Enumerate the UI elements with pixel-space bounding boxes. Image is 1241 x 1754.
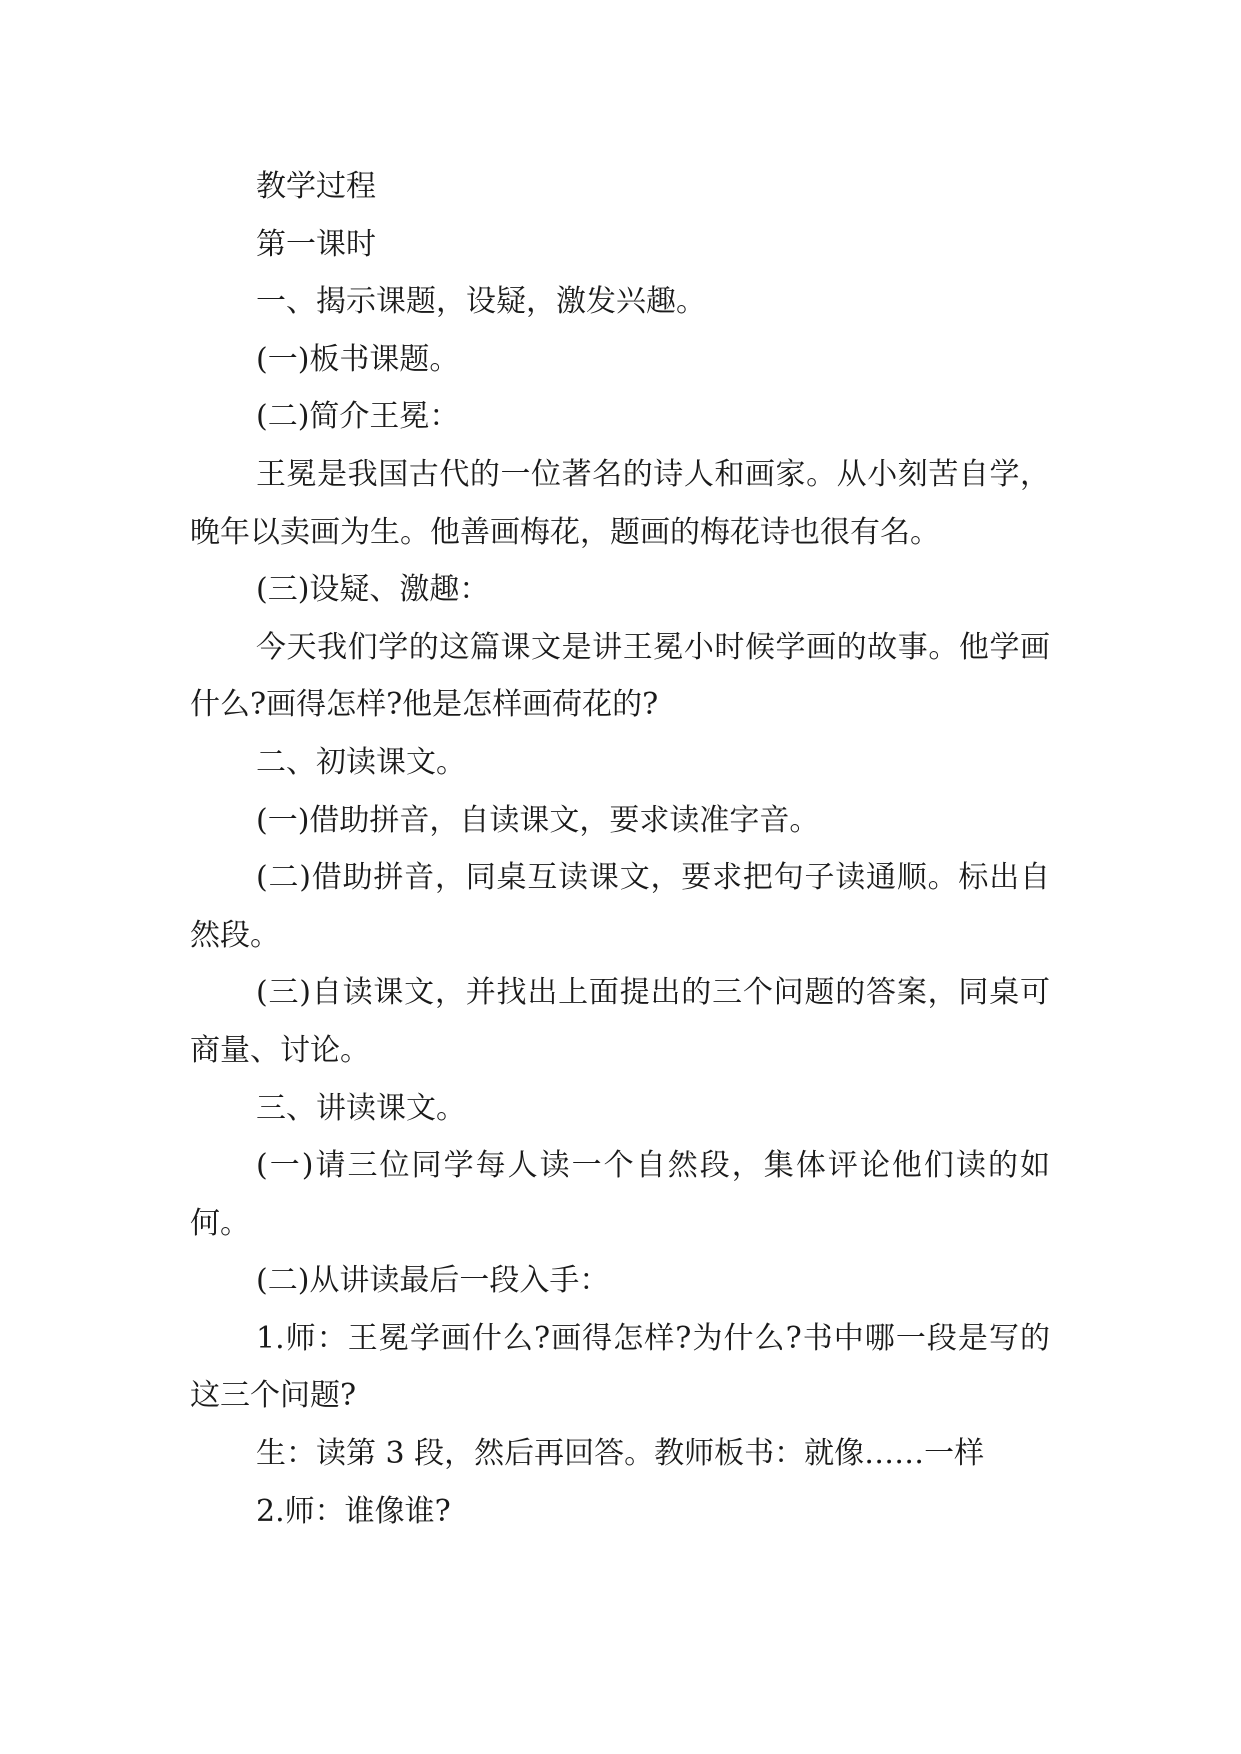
sub-step: (二)简介王冕： <box>256 399 460 435</box>
dialogue-line: 生：读第 3 段，然后再回答。教师板书：就像……一样 <box>256 1436 985 1472</box>
sub-step: (一)板书课题。 <box>256 341 460 377</box>
step-heading: 一、揭示课题，设疑，激发兴趣。 <box>256 284 706 320</box>
sub-step: (三)自读课文，并找出上面提出的三个问题的答案，同桌可商量、讨论。 <box>190 975 1050 1068</box>
body-paragraph: 王冕是我国古代的一位著名的诗人和画家。从小刻苦自学，晚年以卖画为生。他善画梅花，题画的梅花诗也很有名。 <box>190 456 1050 550</box>
section-title: 教学过程 <box>256 169 376 204</box>
step-heading: 二、初读课文。 <box>256 744 466 780</box>
lesson-period: 第一课时 <box>256 226 376 262</box>
dialogue-line: 1.师：王冕学画什么?画得怎样?为什么?书中哪一段是写的这三个问题? <box>190 1320 1050 1414</box>
document-body <box>190 158 1050 1540</box>
dialogue-line: 2.师：谁像谁? <box>256 1493 451 1529</box>
sub-step: (二)从讲读最后一段入手： <box>256 1263 610 1299</box>
sub-step: (二)借助拼音，同桌互读课文，要求把句子读通顺。标出自然段。 <box>190 860 1050 953</box>
sub-step: (三)设疑、激趣： <box>256 572 490 608</box>
sub-step: (一)请三位同学每人读一个自然段，集体评论他们读的如何。 <box>190 1148 1050 1241</box>
sub-step: (一)借助拼音，自读课文，要求读准字音。 <box>256 802 820 838</box>
step-heading: 三、讲读课文。 <box>256 1090 466 1126</box>
body-paragraph: 今天我们学的这篇课文是讲王冕小时候学画的故事。他学画什么?画得怎样?他是怎样画荷花的? <box>190 629 1050 723</box>
